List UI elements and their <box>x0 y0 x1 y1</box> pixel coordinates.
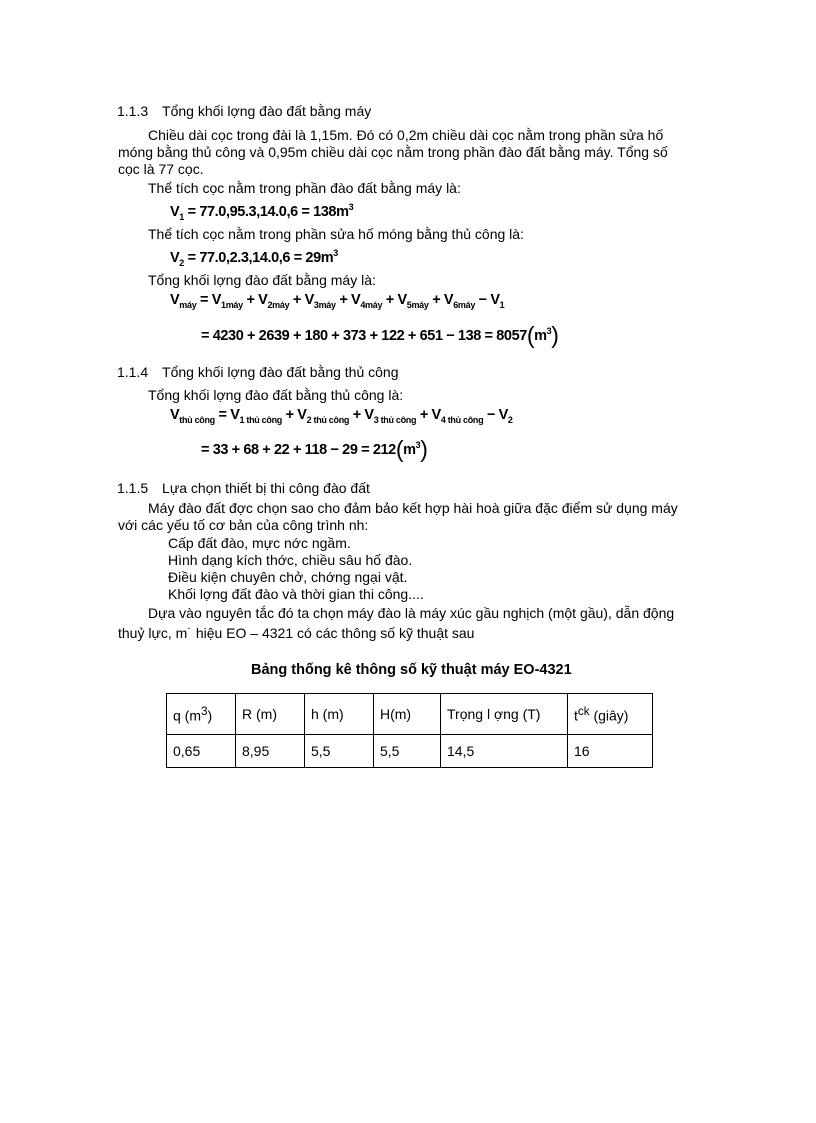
equation-vmay-line1: $V_{máy} = V_{1máy} + V_{2máy} + V_{3máy} + V_{4máy} + V_{5máy} + V_{6máy} - V_1$ <box>170 292 505 310</box>
heading-1-1-5 <box>117 480 370 497</box>
list-item: Hình dạng kích thớc, chiều sâu hố đào. <box>168 552 413 568</box>
heading-text: Tổng khối lợng đào đất bằng máy <box>162 103 372 119</box>
heading-1-1-3 <box>117 103 371 120</box>
table-header-cell: q $(m^3)$ <box>167 694 236 735</box>
paragraph-line: cọc là 77 cọc. <box>118 161 204 177</box>
list-item: Khối lợng đất đào và thời gian thi công.... <box>168 586 424 602</box>
table-cell: 5,5 <box>305 735 374 768</box>
table-cell: 0,65 <box>167 735 236 768</box>
table-header-cell: R (m) <box>236 694 305 735</box>
heading-text: Lựa chọn thiết bị thi công đào đất <box>162 480 370 496</box>
heading-number: 1.1.4 <box>117 364 149 380</box>
equation-v1: $V_1 = 77.0,95.3,14.0,6 = 138m^3$ <box>170 202 354 222</box>
heading-text: Tổng khối lợng đào đất bằng thủ công <box>162 364 399 380</box>
heading-number: 1.1.5 <box>117 480 149 496</box>
table-header-cell: H(m) <box>374 694 441 735</box>
heading-1-1-4 <box>117 364 399 381</box>
table-cell: 5,5 <box>374 735 441 768</box>
paragraph-line: với các yếu tố cơ bản của công trình nh: <box>118 517 369 533</box>
table-row <box>167 735 653 768</box>
table-header-cell: h (m) <box>305 694 374 735</box>
paragraph-line: Dựa vào nguyên tắc đó ta chọn máy đào là máy xúc gầu nghịch (một gầu), dẫn động <box>148 605 675 621</box>
spec-table <box>166 693 653 768</box>
list-item: Điều kiện chuyên chở, chớng ngại vật. <box>168 569 408 585</box>
paragraph-line: Chiều dài cọc trong đài là 1,15m. Đó có 0,2m chiều dài cọc nằm trong phần sửa hố <box>148 127 664 143</box>
v1-intro: Thể tích cọc nằm trong phần đào đất bằng máy là: <box>148 180 461 196</box>
equation-vtc-line1: $V_{thủ công} = V_{1 thủ công} + V_{2 thủ công} + V_{3 thủ công} + V_{4 thủ công} - V_2$ <box>170 407 513 425</box>
table-header-cell: Trọng l ợng (T) <box>441 694 568 735</box>
tc-intro: Tổng khối lợng đào đất bằng thủ công là: <box>148 387 404 403</box>
list-item: Cấp đất đào, mực nớc ngầm. <box>168 535 351 551</box>
total-intro: Tổng khối lợng đào đất bằng máy là: <box>148 272 376 288</box>
table-cell: 16 <box>568 735 653 768</box>
equation-vmay-line2: = $4230 + 2639 + 180 + 373 + 122 + 651 - 138 = 8057(m^3)$ <box>201 322 559 348</box>
v2-intro: Thể tích cọc nằm trong phần sửa hố móng bằng thủ công là: <box>148 226 524 242</box>
table-cell: 14,5 <box>441 735 568 768</box>
table-cell: 8,95 <box>236 735 305 768</box>
table-header-row <box>167 694 653 735</box>
equation-vtc-line2: = $33 + 68 + 22 + 118 - 29 = 212(m^3)$ <box>201 436 428 462</box>
table-header-cell: $t^{ck}$ (giây) <box>568 694 653 735</box>
table-caption: Bảng thống kê thông số kỹ thuật máy EO-4321 <box>251 662 572 678</box>
equation-v2: $V_2 = 77.0,2.3,14.0,6 = 29m^3$ <box>170 248 338 268</box>
heading-number: 1.1.3 <box>117 103 149 119</box>
paragraph-line: thuỷ lực, m˙ hiệu EO – 4321 có các thông số kỹ thuật sau <box>118 625 475 641</box>
paragraph-line: móng bằng thủ công và 0,95m chiều dài cọc nằm trong phần đào đất bằng máy. Tổng số <box>118 144 668 160</box>
paragraph-line: Máy đào đất đợc chọn sao cho đảm bảo kết hợp hài hoà giữa đặc điểm sử dụng máy <box>148 500 678 516</box>
